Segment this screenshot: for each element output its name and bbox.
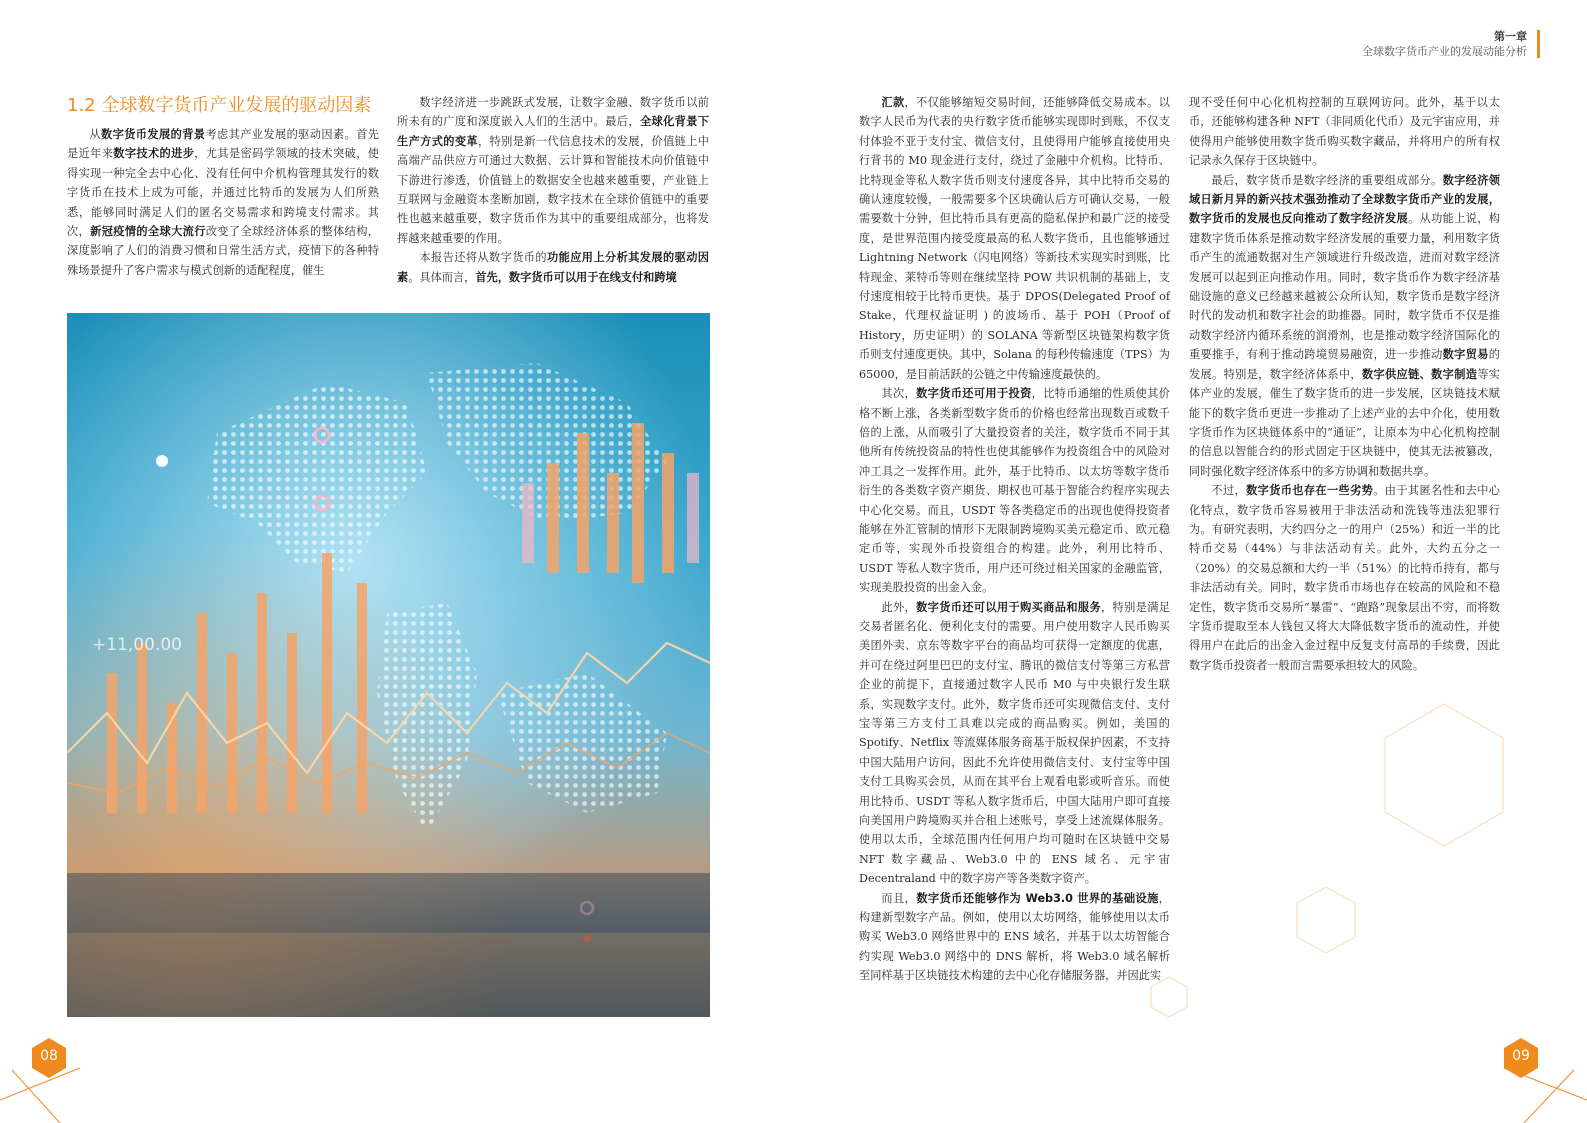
page-number-left: 08: [32, 1038, 66, 1078]
emphasis: 数字货币还可用于投资: [916, 387, 1032, 401]
emphasis: 新冠疫情的全球大流行: [90, 225, 206, 239]
emphasis: 数字货币还可以用于购买商品和服务: [916, 600, 1101, 614]
text-run: ，比特币通缩的性质使其价格不断上涨，各类新型数字货币的价格也经常出现数百或数千倍的上涨，从而吸引了大量投资者的关注，数字货币不同于其他所有传统投资品的特性也使其能够作为投资组合中的风险对冲工具之一发挥作用。此外，基于比特币、以太坊等数字货币衍生的各类数字资产期货、期权也可基于智能合约程序实现去中心化交易。而且，USDT 等各类稳定币的出现也使得投资者能够在外汇管制的情形下无限制跨境购买美元稳定币、欧元稳定币等，实现外币投资组合的构建。此外，利用比特币、USDT 等私人数字货币，用户还可绕过相关国家的金融监管，实现美股投资的出金入金。: [859, 387, 1170, 595]
header-accent-bar: [1537, 30, 1540, 58]
text-run: 最后，数字货币是数字经济的重要组成部分。: [1211, 173, 1443, 187]
paragraph: [859, 93, 1170, 384]
paragraph: [397, 248, 709, 287]
chapter-header: [1362, 29, 1527, 59]
hexagon-decoration-tiny: [1149, 975, 1189, 1019]
text-run: 而且，: [881, 891, 917, 905]
chapter-subtitle: 全球数字货币产业的发展动能分析: [1362, 45, 1527, 58]
text-run: ，构建新型数字产品。例如，使用以太坊网络，能够使用以太币购买 Web3.0 网络世界中的 ENS 域名，并基于以太坊智能合约实现 Web3.0 网络中的 DNS 解析，将 Web3.0 域名解析至同样基于区块链技术构建的去中心化存储服务器，并因此实: [859, 891, 1170, 983]
paragraph: [859, 384, 1170, 597]
text-run: ，特别是满足交易者匿名化、便利化支付的需要。用户使用数字人民币购买美团外卖、京东等数字平台的商品均可获得一定额度的优惠，并可在绕过阿里巴巴的支付宝、腾讯的微信支付等第三方私营企业的前提下，直接通过数字人民币 M0 与中央银行发生联系，实现数字支付。此外，数字货币还可实现微信支付、支付宝等第三方支付工具难以完成的商品购买。例如，美国的 Spotify、Netflix 等流媒体服务商基于版权保护因素，不支持中国大陆用户访问，因此不允许使用微信支付、支付宝等中国支付工具购买会员，从而在其平台上观看电影或听音乐。而使用比特币、USDT 等私人数字货币后，中国大陆用户即可直接向美国用户跨境购买并合租上述账号，享受上述流媒体服务。使用以太币，全球范围内任何用户均可随时在区块链中交易 NFT 数字藏品、Web3.0 中的 ENS 域名、元宇宙 Decentraland 中的数字房产等各类数字资产。: [859, 600, 1170, 886]
paragraph: [1189, 171, 1500, 482]
emphasis: 全球化背景下生产方式的变革: [397, 115, 709, 148]
left-column-2: [397, 93, 709, 287]
text-run: ，不仅能够缩短交易时间，还能够降低交易成本。以数字人民币为代表的央行数字货币能够实现即时到账，不仅支付体验不亚于支付宝、微信支付，且使得用户能够直接使用央行背书的 M0 现金进行支付，绕过了金融中介机构。比特币、比特现金等私人数字货币则支付速度各异，其中比特币交易的确认速度较慢，一般需要多个区块确认后方可确认交易，一般需要数十分钟，但比特币具有更高的隐私保护和最广泛的接受度，是世界范围内接受度最高的私人数字货币，且也能够通过 Lightning Network（闪电网络）等新技术实现实时到账，比特现金、莱特币等则在继续坚持 POW 共识机制的基础上，支付速度相较于比特币更快。基于 DPOS(Delegated Proof of Stake，代理权益证明 ) 的波场币、基于 POH（Proof of History，历史证明）的 SOLANA 等新型区块链架构数字货币则支付速度更快。其中，Solana 的每秒传输速度（TPS）为 65000，是目前活跃的公链之中传输速度最快的。: [859, 96, 1170, 381]
text-run: ，尤其是密码学领域的技术突破，使得实现一种完全去中心化、没有任何中介机构管理其发行的数字货币在技术上成为可能，并通过比特币的发展为人们所熟悉，能够同时满足人们的匿名交易需求和跨境支付需求。其次，: [67, 147, 379, 239]
text-run: 数字经济进一步跳跃式发展，让数字金融、数字货币以前所未有的广度和深度嵌入人们的生活中。最后，: [397, 96, 709, 129]
emphasis: 数字贸易: [1442, 348, 1489, 362]
emphasis: 首先，数字货币可以用于在线支付和跨境: [475, 270, 677, 284]
text-run: 。由于其匿名性和去中心化特点，数字货币容易被用于非法活动和洗钱等违法犯罪行为。有研究表明，大约四分之一的用户（25%）和近一半的比特币交易（44%）与非法活动有关。此外，大约五分之一（20%）的交易总额和大约一半（51%）的比特币持有，都与非法活动有关。同时，数字货币市场也存在较高的风险和不稳定性，数字货币交易所“暴雷”、“跑路”现象层出不穷，而将数字货币提取至本人钱包又将大大降低数字货币的流动性，并使得用户在此后的出金入金过程中反复支付高昂的手续费，因此数字货币投资者一般而言需要承担较大的风险。: [1189, 484, 1500, 672]
emphasis: 数字货币也存在一些劣势: [1246, 484, 1374, 498]
text-run: 等实体产业的发展，催生了数字货币的进一步发展，区块链技术赋能下的数字货币更进一步推动了上述产业的去中介化，使用数字货币作为区块链体系中的“通证”，让原本为中心化机构控制的信息以智能合约的形式固定于区块链中，使其无法被篡改，同时强化数字经济体系中的多方协调和数据共享。: [1189, 367, 1500, 478]
emphasis: 数字货币发展的背景: [101, 128, 206, 141]
emphasis: 数字供应链、数字制造: [1361, 367, 1478, 381]
text-run: 其次，: [881, 387, 917, 401]
text-run: 改变了全球经济体系的整体结构，深度影响了人们的消费习惯和日常生活方式，疫情下的各种特殊场景提升了客户需求与模式创新的适配程度，催生: [67, 225, 379, 277]
chapter-label: 第一章: [1494, 30, 1527, 43]
text-run: 本报告还将从数字货币的: [419, 251, 547, 265]
text-run: 不过，: [1211, 484, 1247, 498]
text-run: 考虑其产业发展的驱动因素。首先是近年来: [67, 128, 379, 161]
photo-overlay-text: +11,00.00: [92, 635, 182, 655]
emphasis: 数字货币还能够作为 Web3.0 世界的基础设施: [916, 891, 1159, 905]
text-run: 的发展。特别是，数字经济体系中，: [1189, 348, 1500, 381]
left-column-1: [67, 125, 379, 280]
paragraph: [397, 93, 709, 248]
paragraph: [859, 889, 1170, 986]
emphasis: 功能应用上分析其发展的驱动因素: [397, 251, 709, 284]
emphasis: 汇款: [881, 96, 905, 109]
text-run: 从: [89, 128, 101, 141]
left-page: [0, 0, 793, 1123]
text-run: 此外，: [881, 600, 917, 614]
digital-finance-photo: [67, 313, 710, 1017]
hexagon-decoration-small: [1294, 885, 1358, 955]
paragraph: [859, 598, 1170, 889]
world-map-chart-illustration: [67, 313, 710, 1017]
text-run: 。从功能上说，构建数字货币体系是推动数字经济发展的重要力量，利用数字货币产生的流通数据对生产领域进行升级改造，进而对数字经济发展可以起到正向推动作用。同时，数字货币作为数字经济基础设施的意义已经越来越被公众所认知，数字货币是数字经济时代的发动机和数字社会的助推器。同时，数字货币不仅是推动数字经济内循环系统的润滑剂，也是推动数字经济国际化的重要推手，有利于推动跨境贸易融资，进一步推动: [1189, 212, 1500, 362]
text-run: 现不受任何中心化机构控制的互联网访问。此外，基于以太币，还能够构建各种 NFT（非同质化代币）及元宇宙应用，并使得用户能够使用数字货币购买数字藏品，并将用户的所有权记录永久保存于区块链中。: [1189, 96, 1500, 168]
right-column-2: [1189, 93, 1500, 675]
hexagon-decoration-large: [1379, 700, 1509, 850]
paragraph: [1189, 481, 1500, 675]
emphasis: 数字经济领域日新月异的新兴技术强劲推动了全球数字货币产业的发展，数字货币的发展也反向推动了数字经济发展: [1189, 173, 1500, 226]
text-run: 。具体而言，: [408, 270, 476, 284]
paragraph: [1189, 93, 1500, 171]
text-run: ，特别是新一代信息技术的发展，价值链上中高端产品供应方可通过大数据、云计算和智能技术向价值链中下游进行渗透，价值链上的数据安全也越来越重要，产业链上互联网与金融资本垄断加剧，数字技术在全球价值链中的重要性也越来越重要，数字货币作为其中的重要组成部分，也将发挥越来越重要的作用。: [397, 134, 709, 245]
paragraph: [67, 125, 379, 280]
emphasis: 数字技术的进步: [113, 147, 195, 161]
right-column-1: [859, 93, 1170, 986]
section-title: 1.2 全球数字货币产业发展的驱动因素: [67, 95, 372, 116]
right-page: [794, 0, 1587, 1123]
page-number-right: 09: [1504, 1038, 1538, 1078]
